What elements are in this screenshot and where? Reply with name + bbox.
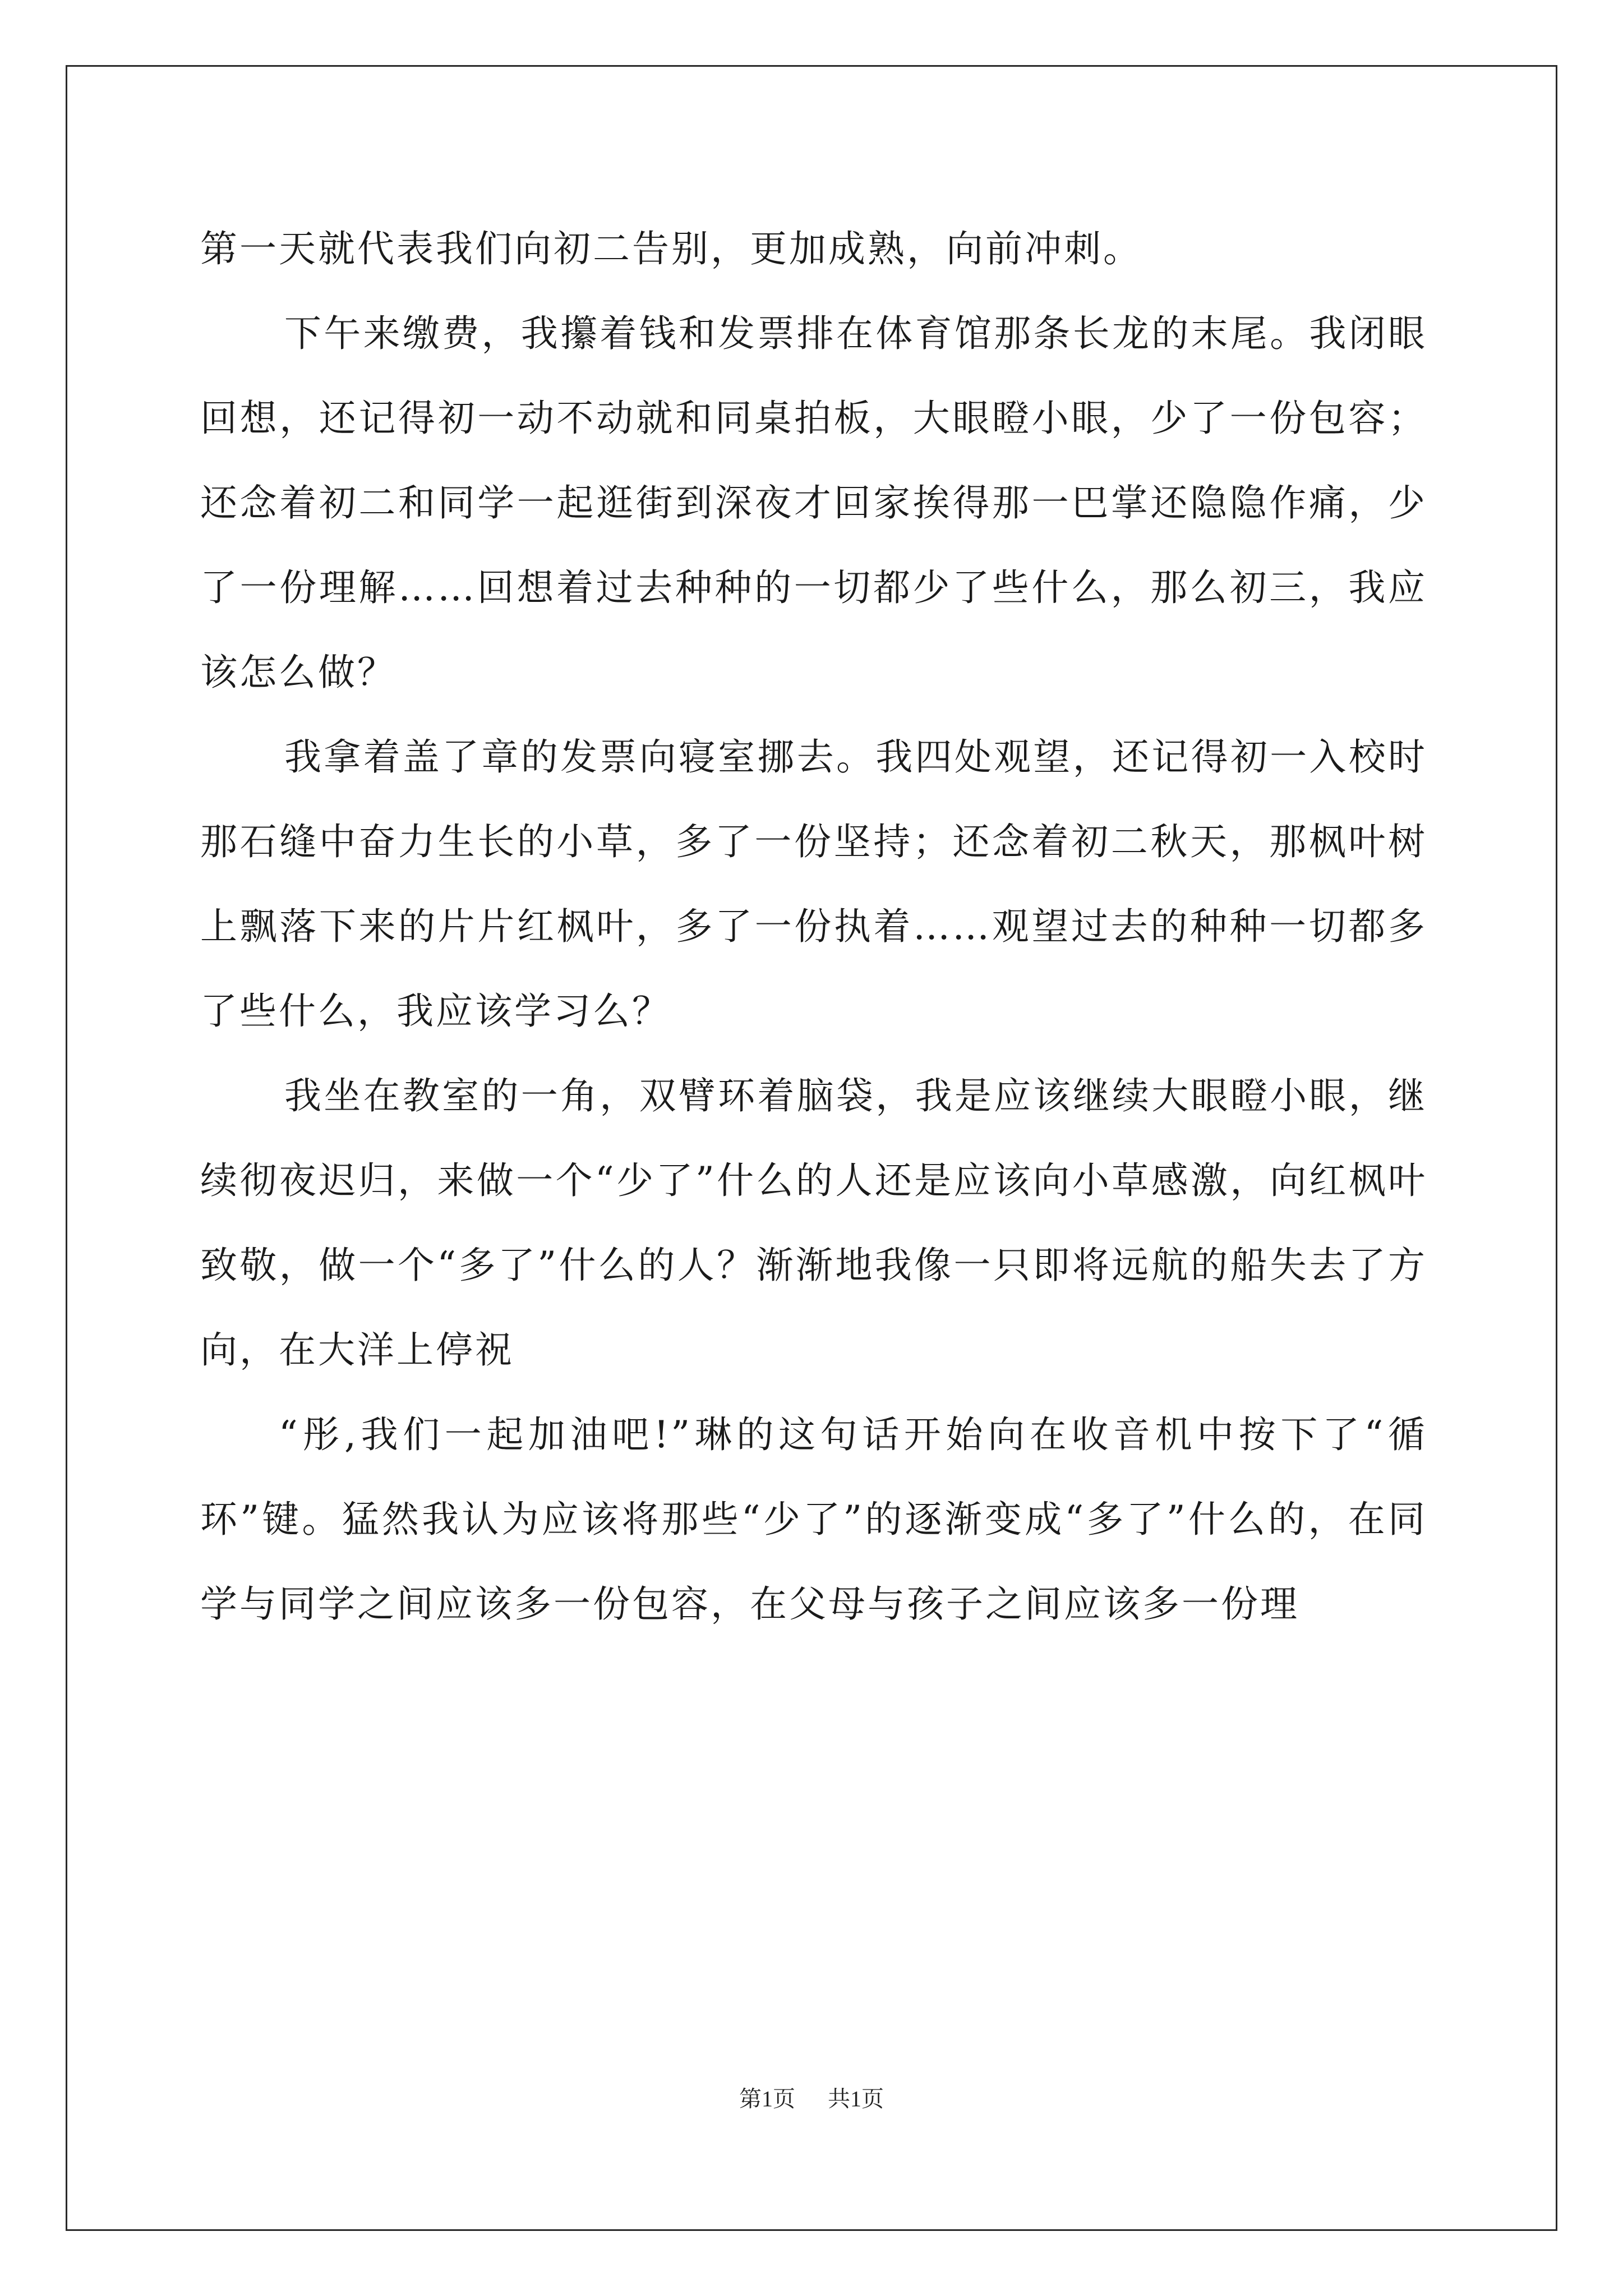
paragraph-1: 第一天就代表我们向初二告别，更加成熟，向前冲刺。 [200, 227, 1142, 270]
paragraph-3: 我拿着盖了章的发票向寝室挪去。我四处观望，还记得初一入校时那石缝中奋力生长的小草，多了一份坚持；还念着初二秋天，那枫叶树上飘落下来的片片红枫叶，多了一份执着……观望过去的种种一切都多了些什么，我应该学习么？ [200, 735, 1427, 1033]
page-footer [0, 2081, 1623, 2113]
page-total: 共1页 [828, 2086, 884, 2111]
paragraph-5: “彤,我们一起加油吧!”琳的这句话开始向在收音机中按下了“循环”键。猛然我认为应该将那些“少了”的逐渐变成“多了”什么的，在同学与同学之间应该多一份包容，在父母与孩子之间应该多一份理 [200, 1413, 1427, 1626]
document-body [200, 206, 1427, 1646]
paragraph-4: 我坐在教室的一角，双臂环着脑袋，我是应该继续大眼瞪小眼，继续彻夜迟归，来做一个“少了”什么的人还是应该向小草感激，向红枫叶致敬，做一个“多了”什么的人？渐渐地我像一只即将远航的船失去了方向，在大洋上停祝 [200, 1074, 1427, 1372]
paragraph-2: 下午来缴费，我攥着钱和发票排在体育馆那条长龙的末尾。我闭眼回想，还记得初一动不动就和同桌拍板，大眼瞪小眼，少了一份包容；还念着初二和同学一起逛街到深夜才回家挨得那一巴掌还隐隐作痛，少了一份理解……回想着过去种种的一切都少了些什么，那么初三，我应该怎么做？ [200, 312, 1427, 694]
page-number: 第1页 [739, 2086, 795, 2111]
